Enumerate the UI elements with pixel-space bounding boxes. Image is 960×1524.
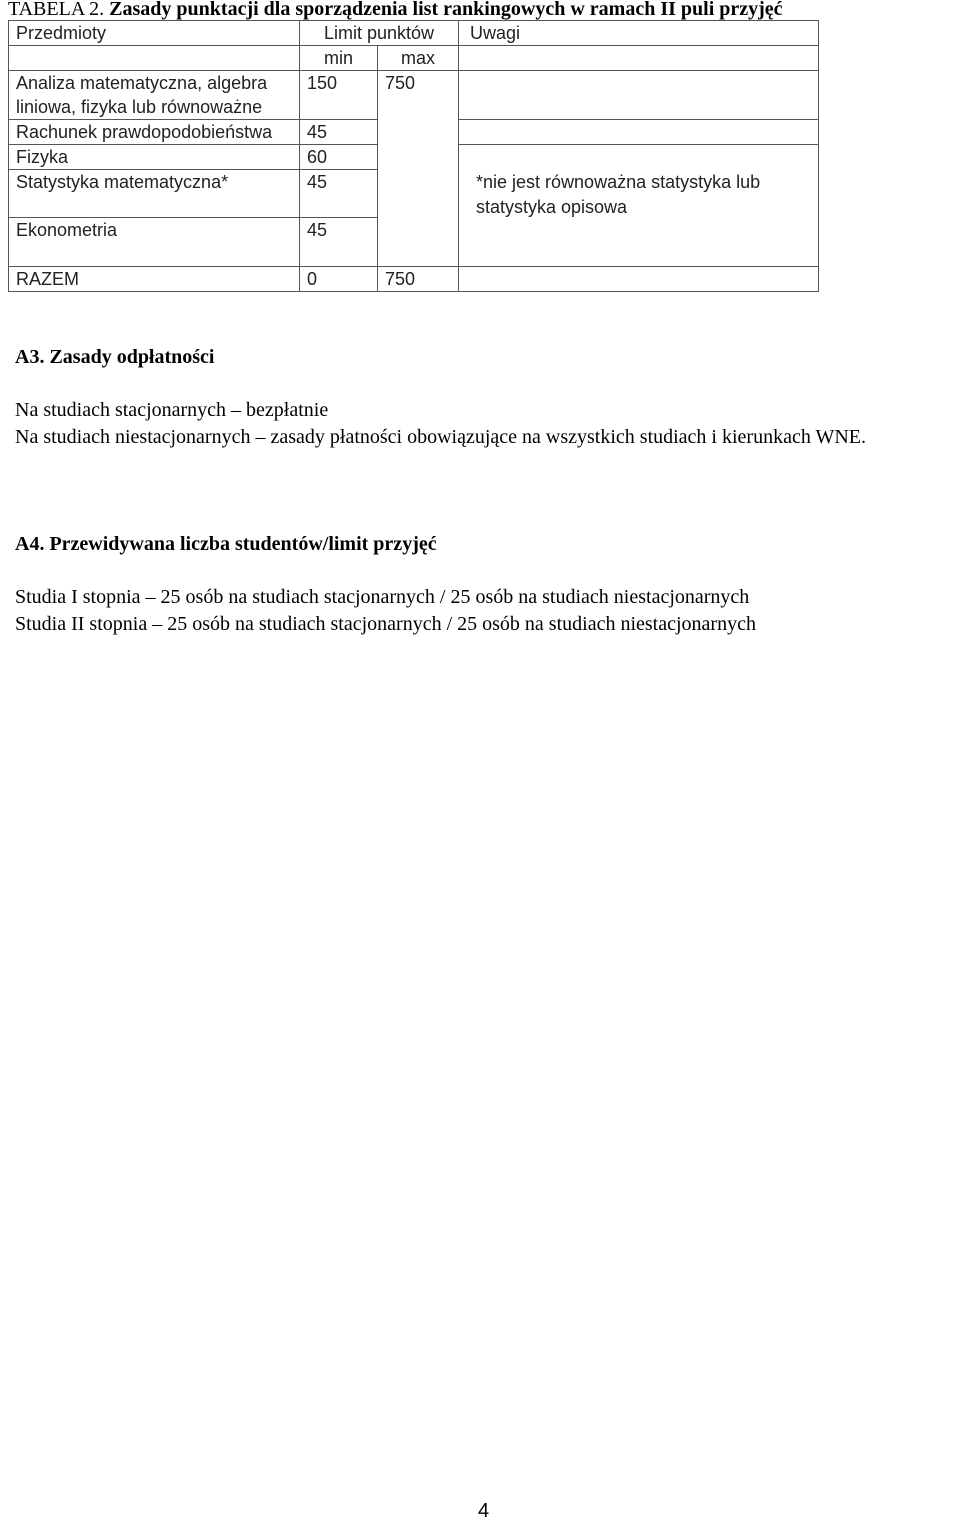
section-a3-heading: A3. Zasady odpłatności <box>15 346 215 368</box>
statistics-note: *nie jest równoważna statystyka lub statystyka opisowa <box>476 172 761 217</box>
table-total-row <box>9 267 819 292</box>
a3-fulltime-line: Na studiach stacjonarnych – bezpłatnie <box>15 399 329 421</box>
a3-parttime-line: Na studiach niestacjonarnych – zasady płatności obowiązujące na wszystkich studiach i kierunkach WNE. <box>15 426 867 448</box>
a4-first-degree-line: Studia I stopnia – 25 osób na studiach stacjonarnych / 25 osób na studiach niestacjonarnych <box>15 586 750 608</box>
table-title-text: Zasady punktacji dla sporządzenia list rankingowych w ramach II puli przyjęć <box>109 0 783 20</box>
section-a4-heading: A4. Przewidywana liczba studentów/limit przyjęć <box>15 533 437 555</box>
ranking-points-table <box>8 20 819 292</box>
total-max: 750 <box>378 267 459 292</box>
total-label: RAZEM <box>9 267 300 292</box>
row-subject: Fizyka <box>9 145 300 170</box>
row-note <box>459 120 819 145</box>
table-title-lead: TABELA 2. <box>8 0 105 20</box>
header-notes: Uwagi <box>459 21 819 46</box>
header-subjects: Przedmioty <box>9 21 300 46</box>
row-subject: Analiza matematyczna, algebra liniowa, fizyka lub równoważne <box>9 71 300 120</box>
row-min: 45 <box>300 120 378 145</box>
row-subject: Ekonometria <box>9 218 300 267</box>
table-title <box>8 0 783 21</box>
total-min: 0 <box>300 267 378 292</box>
subheader-notes-empty <box>459 46 819 71</box>
table-subheader-row <box>9 46 819 71</box>
row-min: 150 <box>300 71 378 120</box>
header-min: min <box>300 46 378 71</box>
row-min: 60 <box>300 145 378 170</box>
a4-second-degree-line: Studia II stopnia – 25 osób na studiach stacjonarnych / 25 osób na studiach niestacjonarnych <box>15 613 756 635</box>
total-note <box>459 267 819 292</box>
table-header-row <box>9 21 819 46</box>
header-max: max <box>378 46 459 71</box>
header-limit: Limit punktów <box>300 21 459 46</box>
row-subject: Rachunek prawdopodobieństwa <box>9 120 300 145</box>
max-merged-cell: 750 <box>378 71 459 267</box>
row-min: 45 <box>300 218 378 267</box>
row-subject: Statystyka matematyczna* <box>9 170 300 218</box>
section-a3 <box>15 344 960 451</box>
table-row <box>9 71 819 120</box>
row-note <box>459 71 819 120</box>
subheader-empty <box>9 46 300 71</box>
row-min: 45 <box>300 170 378 218</box>
page-number: 4 <box>478 1500 490 1522</box>
section-a4 <box>15 531 960 638</box>
